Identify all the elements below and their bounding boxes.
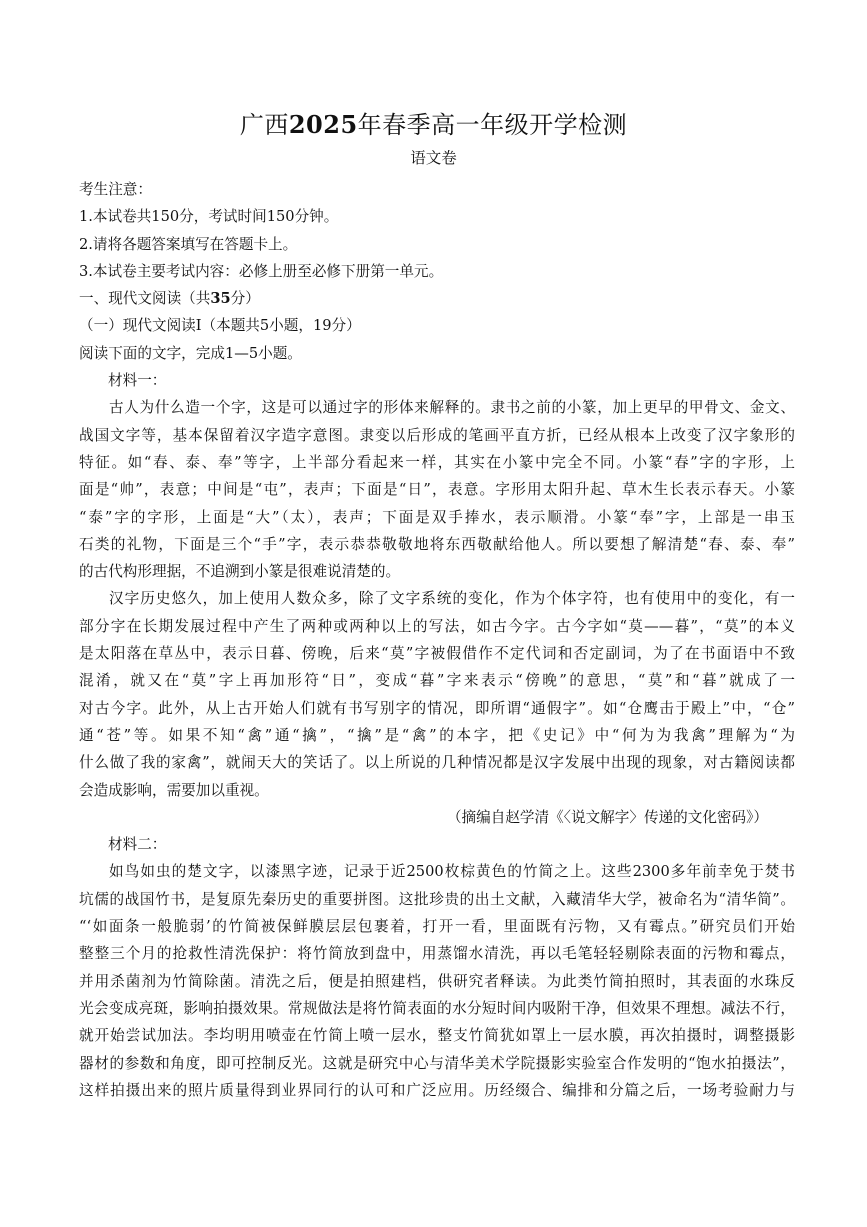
- title-year: 2025: [288, 110, 358, 139]
- material-label: 材料一：: [108, 372, 167, 390]
- material-line: 混淆，就又在“莫”字上再加形符“日”，变成“暮”字来表示“傍晚”的意思，“莫”和“暮”就成了一: [79, 672, 795, 690]
- material-line: 特征。如“春、泰、奉”等字，上半部分看起来一样，其实在小篆中完全不同。小篆“春”字的字形，上: [79, 453, 795, 471]
- material-line: 通“苍”等。如果不知“禽”通“擒”，“擒”是“禽”的本字，把《史记》中“何为为我禽”理解为“为: [79, 726, 795, 744]
- notice-item: 1.本试卷共150分，考试时间150分钟。: [79, 208, 339, 226]
- reading-instruction: 阅读下面的文字，完成1—5小题。: [79, 344, 302, 362]
- material-line: 石类的礼物，下面是三个“手”字，表示恭恭敬敬地将东西敬献给他人。所以要想了解清楚“春、泰、奉”: [79, 535, 795, 553]
- material-line: “泰”字的字形，上面是“大”（太），表声；下面是双手捧水，表示顺滑。小篆“奉”字，上部是一串玉: [79, 508, 795, 526]
- section-heading-prefix: 一、现代文阅读（共: [79, 290, 211, 308]
- exam-title: [0, 108, 867, 142]
- material-line: 会造成影响，需要加以重视。: [79, 781, 269, 799]
- notice-heading: 考生注意：: [79, 181, 152, 198]
- section-heading: [79, 285, 795, 312]
- material-line: 对古今字。此外，从上古开始人们就有书写别字的情况，即所谓“通假字”。如“仓鹰击于殿上”中，“仓”: [79, 699, 795, 717]
- title-prefix: 广西: [239, 111, 289, 139]
- material-line: 古人为什么造一个字，这是可以通过字的形体来解释的。隶书之前的小篆，加上更早的甲骨文、金文、: [109, 399, 795, 417]
- material-line: 器材的参数和角度，即可控制反光。这就是研究中心与清华美术学院摄影实验室合作发明的“饱水拍摄法”，: [79, 1054, 795, 1072]
- material-line: 面是“帅”，表意；中间是“屯”，表声；下面是“日”，表意。字形用太阳升起、草木生长表示春天。小篆: [79, 481, 795, 499]
- material-line: 并用杀菌剂为竹简除菌。清洗之后，便是拍照建档，供研究者释读。为此类竹简拍照时，其表面的水珠反: [79, 972, 795, 990]
- material-line: 部分字在长期发展过程中产生了两种或两种以上的写法，如古今字。古今字如“莫——暮”，“莫”的本义: [79, 617, 795, 635]
- notice-item: 3.本试卷主要考试内容：必修上册至必修下册第一单元。: [79, 262, 444, 280]
- material-line: 什么做了我的家禽”，就闹天大的笑话了。以上所说的几种情况都是汉字发展中出现的现象，对古籍阅读都: [79, 754, 795, 772]
- section-heading-score: 35: [210, 290, 231, 308]
- section-heading-suffix: 分）: [230, 290, 260, 308]
- material-line: 这样拍摄出来的照片质量得到业界同行的认可和广泛应用。历经缀合、编排和分篇之后，一场考验耐力与: [79, 1081, 795, 1099]
- material-line: 汉字历史悠久，加上使用人数众多，除了文字系统的变化，作为个体字符，也有使用中的变化，有一: [109, 590, 795, 608]
- notice-item: 2.请将各题答案填写在答题卡上。: [79, 235, 298, 253]
- material-line: 战国文字等，基本保留着汉字造字意图。隶变以后形成的笔画平直方折，已经从根本上改变了汉字象形的: [79, 426, 795, 444]
- exam-subtitle: 语文卷: [410, 149, 457, 167]
- material-label: 材料二：: [108, 836, 167, 854]
- exam-content: [79, 176, 795, 1104]
- material-line: “‘如面条一般脆弱’的竹简被保鲜膜层层包裹着，打开一看，里面既有污物，又有霉点。”研究员们开始: [79, 918, 795, 936]
- material-line: 就开始尝试加法。李均明用喷壶在竹简上喷一层水，整支竹简犹如罩上一层水膜，再次拍摄时，调整摄影: [79, 1027, 795, 1045]
- material-source: （摘编自赵学清《〈说文解字〉传递的文化密码》）: [446, 808, 768, 826]
- part-heading: （一）现代文阅读Ⅰ（本题共5小题，19分）: [79, 317, 361, 335]
- material-line: 如鸟如虫的楚文字，以漆黑字迹，记录于近2500枚棕黄色的竹简之上。这些2300多年前幸免于焚书: [109, 863, 795, 881]
- material-line: 的古代构形理据，不追溯到小篆是很难说清楚的。: [79, 563, 401, 581]
- material-line: 整整三个月的抢救性清洗保护：将竹简放到盘中，用蒸馏水清洗，再以毛笔轻轻剔除表面的污物和霉点，: [79, 945, 795, 963]
- title-suffix: 年春季高一年级开学检测: [357, 111, 628, 139]
- material-line: 坑儒的战国竹书，是复原先秦历史的重要拼图。这批珍贵的出土文献，入藏清华大学，被命名为“清华简”。: [79, 890, 795, 908]
- material-line: 是太阳落在草丛中，表示日暮、傍晚，后来“莫”字被假借作不定代词和否定副词，为了在书面语中不致: [79, 645, 795, 663]
- material-line: 光会变成亮斑，影响拍摄效果。常规做法是将竹简表面的水分短时间内吸附干净，但效果不理想。减法不行，: [79, 999, 795, 1017]
